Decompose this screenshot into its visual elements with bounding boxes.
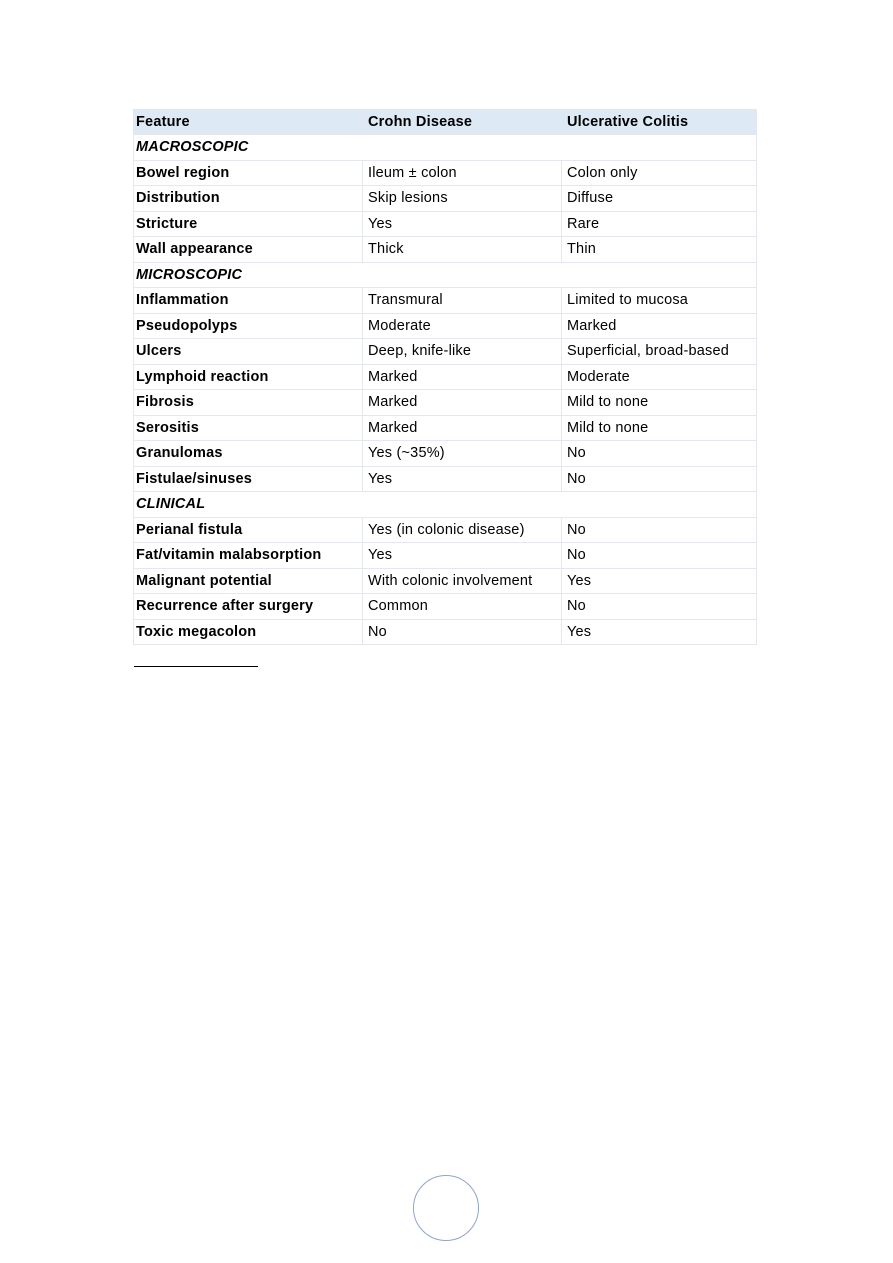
section-label: CLINICAL: [134, 492, 757, 518]
uc-cell: Yes: [562, 568, 757, 594]
page-number-circle: [413, 1175, 479, 1241]
table-header: [134, 110, 757, 135]
crohn-cell: Ileum ± colon: [363, 160, 562, 186]
feature-cell: Granulomas: [134, 441, 363, 467]
table-row: [134, 619, 757, 645]
table-row: [134, 160, 757, 186]
uc-cell: Diffuse: [562, 186, 757, 212]
comparison-table: [133, 109, 757, 645]
table-row: [134, 186, 757, 212]
crohn-cell: Marked: [363, 364, 562, 390]
section-label: MACROSCOPIC: [134, 135, 757, 161]
crohn-cell: Yes (~35%): [363, 441, 562, 467]
crohn-cell: Deep, knife-like: [363, 339, 562, 365]
feature-cell: Fat/vitamin malabsorption: [134, 543, 363, 569]
feature-cell: Ulcers: [134, 339, 363, 365]
table-row: [134, 364, 757, 390]
feature-cell: Recurrence after surgery: [134, 594, 363, 620]
section-row-microscopic: [134, 262, 757, 288]
table-row: [134, 466, 757, 492]
crohn-cell: Thick: [363, 237, 562, 263]
feature-cell: Fistulae/sinuses: [134, 466, 363, 492]
uc-cell: Yes: [562, 619, 757, 645]
table-row: [134, 568, 757, 594]
uc-cell: No: [562, 466, 757, 492]
uc-cell: Moderate: [562, 364, 757, 390]
feature-cell: Stricture: [134, 211, 363, 237]
crohn-cell: Yes: [363, 543, 562, 569]
table-row: [134, 517, 757, 543]
section-row-clinical: [134, 492, 757, 518]
crohn-cell: Marked: [363, 415, 562, 441]
table-row: [134, 415, 757, 441]
crohn-cell: Common: [363, 594, 562, 620]
crohn-cell: With colonic involvement: [363, 568, 562, 594]
feature-cell: Serositis: [134, 415, 363, 441]
table-row: [134, 594, 757, 620]
crohn-cell: Marked: [363, 390, 562, 416]
uc-cell: Superficial, broad-based: [562, 339, 757, 365]
header-uc: Ulcerative Colitis: [562, 110, 757, 135]
crohn-cell: Transmural: [363, 288, 562, 314]
uc-cell: Rare: [562, 211, 757, 237]
uc-cell: Mild to none: [562, 390, 757, 416]
uc-cell: Thin: [562, 237, 757, 263]
feature-cell: Fibrosis: [134, 390, 363, 416]
section-row-macroscopic: [134, 135, 757, 161]
crohn-cell: Moderate: [363, 313, 562, 339]
crohn-cell: Yes (in colonic disease): [363, 517, 562, 543]
header-row: [134, 110, 757, 135]
uc-cell: No: [562, 517, 757, 543]
footnote-separator: [134, 666, 258, 667]
crohn-cell: Yes: [363, 211, 562, 237]
uc-cell: No: [562, 441, 757, 467]
table-row: [134, 288, 757, 314]
feature-cell: Toxic megacolon: [134, 619, 363, 645]
uc-cell: Mild to none: [562, 415, 757, 441]
feature-cell: Perianal fistula: [134, 517, 363, 543]
section-label: MICROSCOPIC: [134, 262, 757, 288]
uc-cell: Colon only: [562, 160, 757, 186]
uc-cell: Limited to mucosa: [562, 288, 757, 314]
table-row: [134, 237, 757, 263]
table-row: [134, 441, 757, 467]
feature-cell: Malignant potential: [134, 568, 363, 594]
table-row: [134, 390, 757, 416]
table-row: [134, 211, 757, 237]
header-feature: Feature: [134, 110, 363, 135]
table-row: [134, 313, 757, 339]
uc-cell: Marked: [562, 313, 757, 339]
table-row: [134, 543, 757, 569]
crohn-cell: Yes: [363, 466, 562, 492]
feature-cell: Wall appearance: [134, 237, 363, 263]
feature-cell: Pseudopolyps: [134, 313, 363, 339]
header-crohn: Crohn Disease: [363, 110, 562, 135]
feature-cell: Distribution: [134, 186, 363, 212]
feature-cell: Bowel region: [134, 160, 363, 186]
crohn-cell: Skip lesions: [363, 186, 562, 212]
uc-cell: No: [562, 543, 757, 569]
feature-cell: Inflammation: [134, 288, 363, 314]
crohn-cell: No: [363, 619, 562, 645]
uc-cell: No: [562, 594, 757, 620]
table-row: [134, 339, 757, 365]
feature-cell: Lymphoid reaction: [134, 364, 363, 390]
